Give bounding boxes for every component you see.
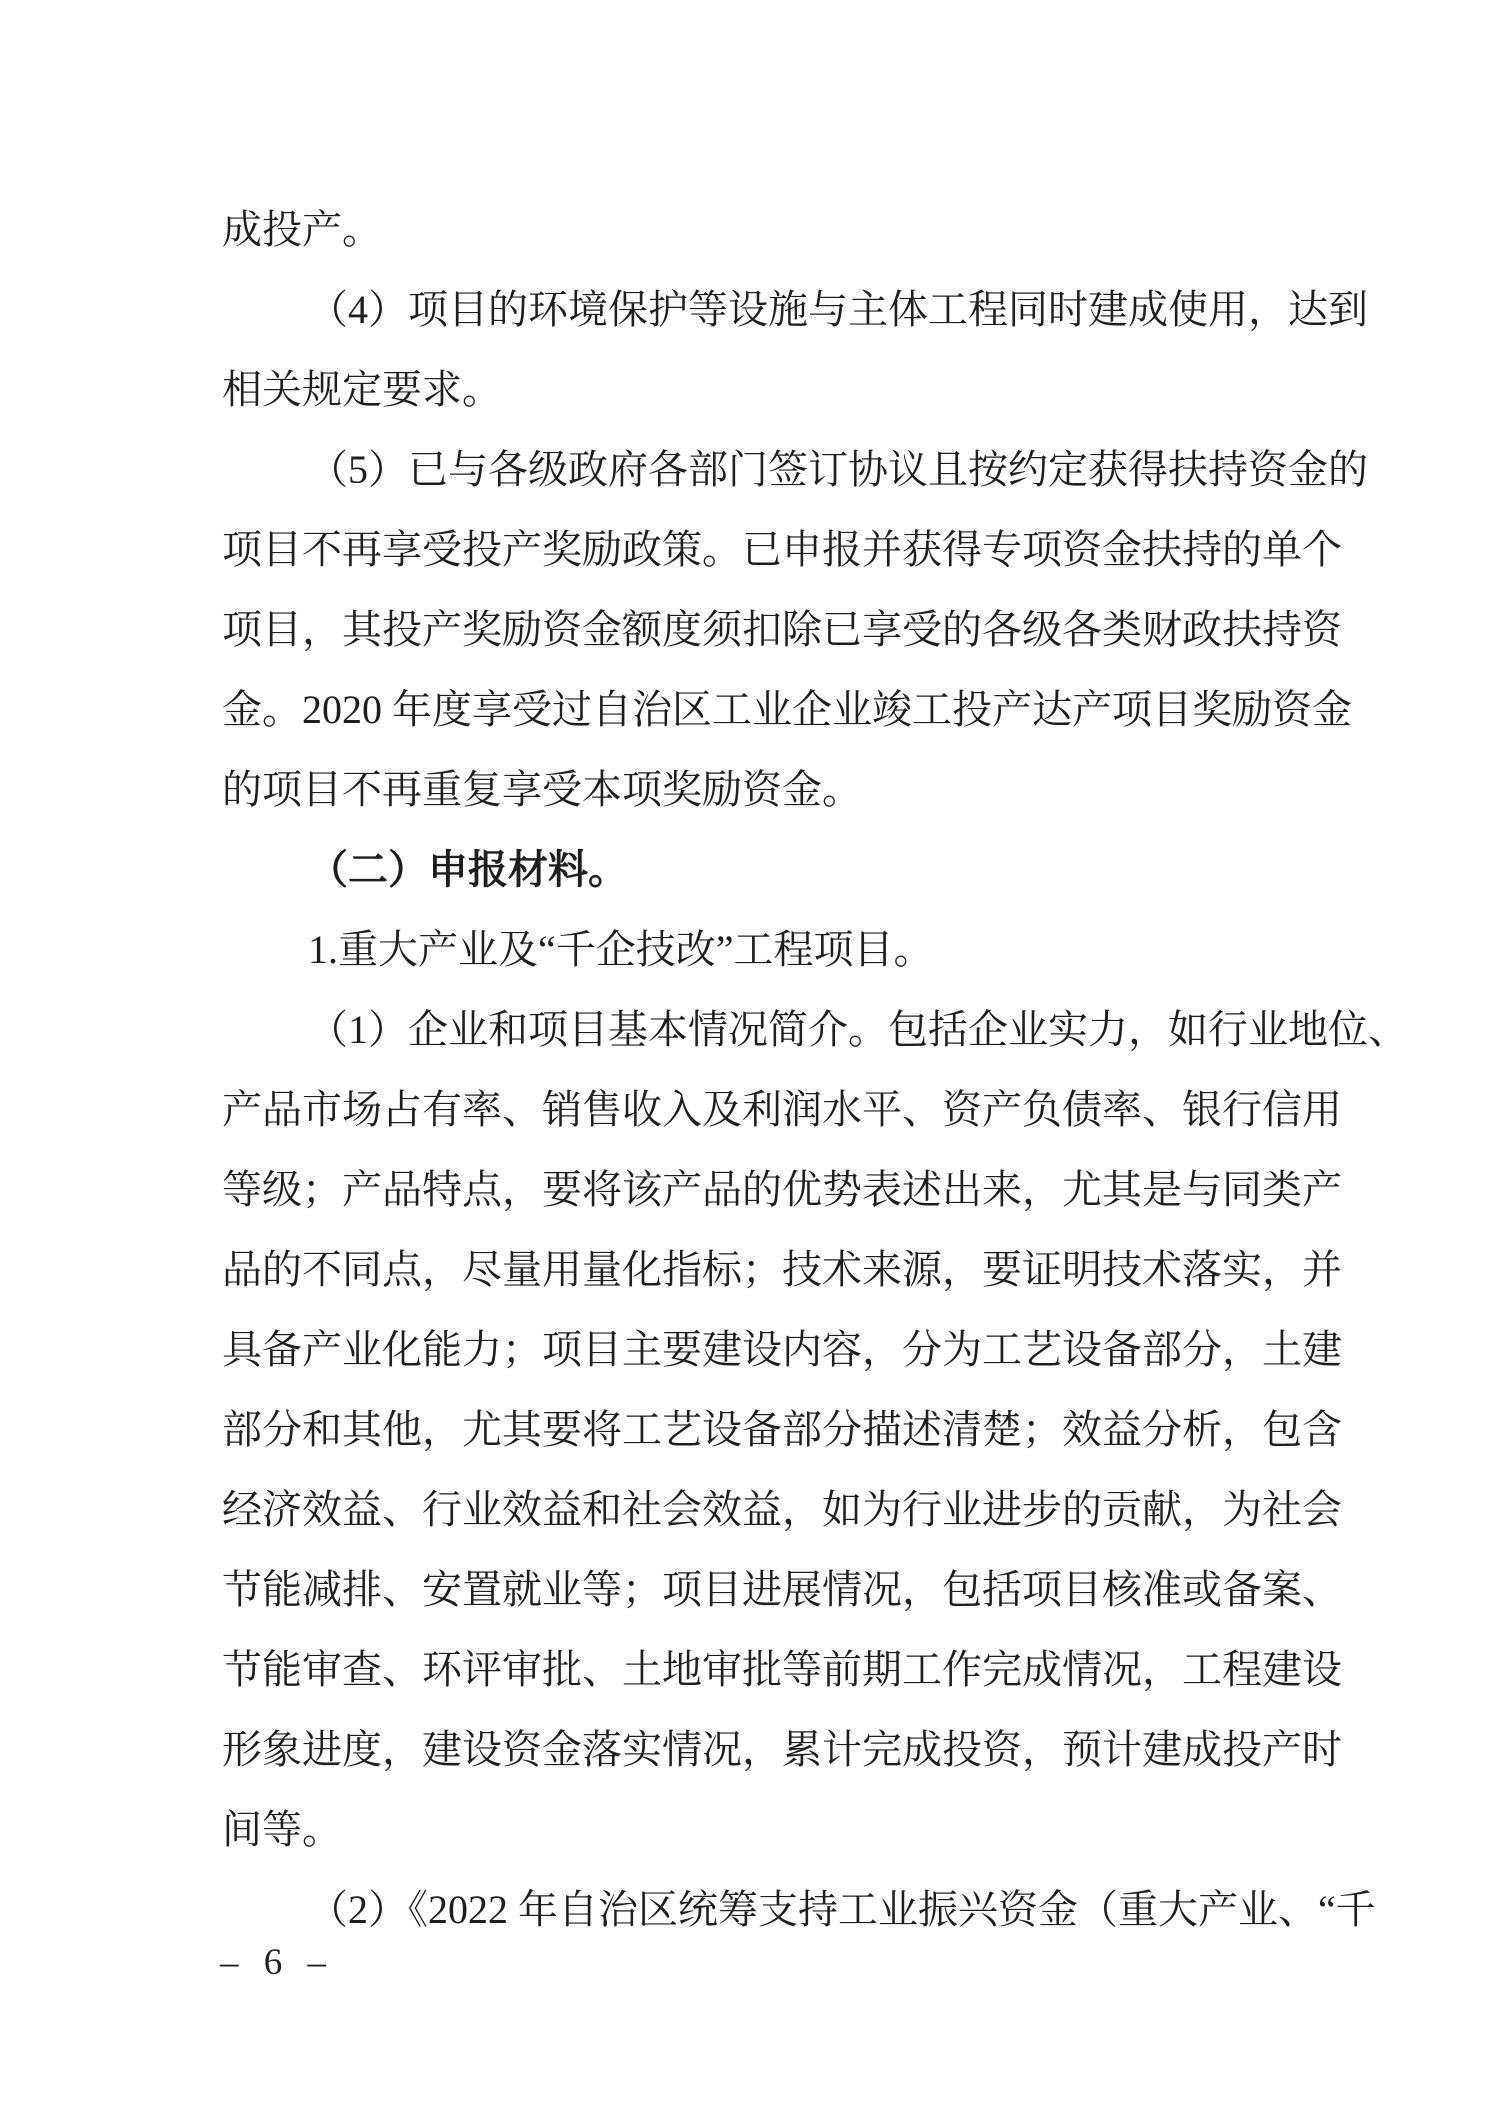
- text-line: 的项目不再重复享受本项奖励资金。: [222, 767, 862, 812]
- document-text-block: [222, 190, 1408, 1950]
- text-line: 金。2020 年度享受过自治区工业企业竣工投产达产项目奖励资金: [222, 687, 1352, 732]
- text-line: 节能减排、安置就业等；项目进展情况，包括项目核准或备案、: [222, 1567, 1342, 1612]
- text-line: 相关规定要求。: [222, 367, 502, 412]
- text-line: （5）已与各级政府各部门签订协议且按约定获得扶持资金的: [308, 447, 1368, 492]
- text-line: 经济效益、行业效益和社会效益，如为行业进步的贡献，为社会: [222, 1487, 1342, 1532]
- text-line: 项目，其投产奖励资金额度须扣除已享受的各级各类财政扶持资: [222, 607, 1342, 652]
- text-line: 具备产业化能力；项目主要建设内容，分为工艺设备部分，土建: [222, 1327, 1342, 1372]
- text-line: 部分和其他，尤其要将工艺设备部分描述清楚；效益分析，包含: [222, 1407, 1342, 1452]
- page-number: – 6 –: [220, 1942, 334, 1983]
- text-line: 项目不再享受投产奖励政策。已申报并获得专项资金扶持的单个: [222, 527, 1342, 572]
- text-line: 形象进度，建设资金落实情况，累计完成投资，预计建成投产时: [222, 1727, 1342, 1772]
- text-line: （1）企业和项目基本情况简介。包括企业实力，如行业地位、: [308, 1007, 1408, 1052]
- section-heading: （二）申报材料。: [308, 847, 628, 892]
- text-line: 节能审查、环评审批、土地审批等前期工作完成情况，工程建设: [222, 1647, 1342, 1692]
- text-line: （2）《2022 年自治区统筹支持工业振兴资金（重大产业、“千: [308, 1887, 1376, 1932]
- text-line: 产品市场占有率、销售收入及利润水平、资产负债率、银行信用: [222, 1087, 1342, 1132]
- subsection-heading: 1.重大产业及“千企技改”工程项目。: [308, 927, 934, 972]
- text-line: 间等。: [222, 1807, 342, 1852]
- text-line: （4）项目的环境保护等设施与主体工程同时建成使用，达到: [308, 287, 1368, 332]
- text-line: 等级；产品特点，要将该产品的优势表述出来，尤其是与同类产: [222, 1167, 1342, 1212]
- text-line: 成投产。: [222, 207, 382, 252]
- text-line: 品的不同点，尽量用量化指标；技术来源，要证明技术落实，并: [222, 1247, 1342, 1292]
